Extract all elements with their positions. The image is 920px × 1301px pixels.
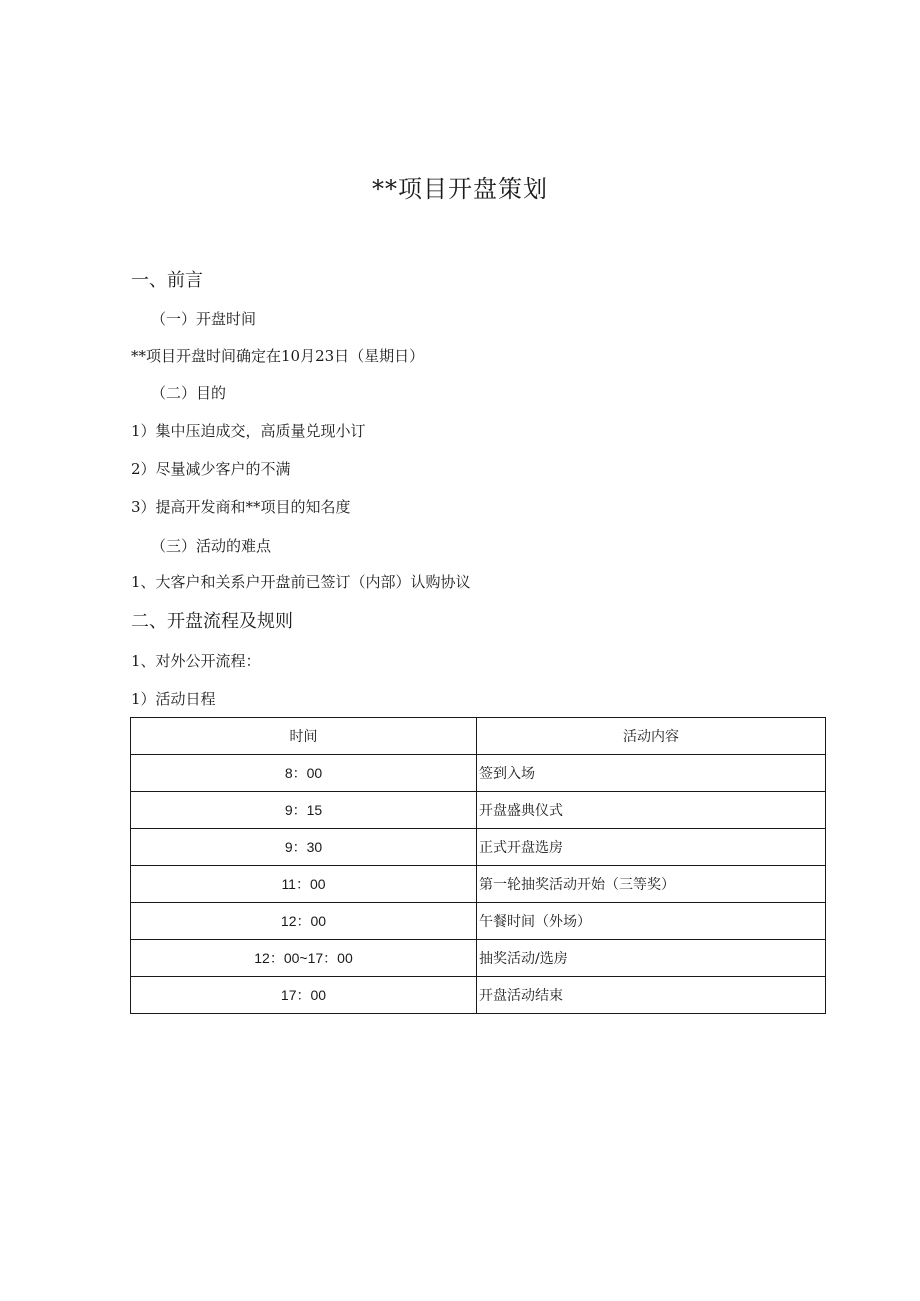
subheading-difficulties: （三）活动的难点 — [151, 537, 272, 555]
activity-cell: 第一轮抽奖活动开始（三等奖） — [477, 866, 826, 903]
table-header-row — [131, 718, 826, 755]
table-row — [131, 940, 826, 977]
column-header-activity: 活动内容 — [477, 718, 826, 755]
difficulty-text: 1、大客户和关系户开盘前已签订（内部）认购协议 — [131, 573, 471, 591]
column-header-time: 时间 — [131, 718, 477, 755]
time-cell: 9：30 — [131, 829, 477, 866]
section-heading-process: 二、开盘流程及规则 — [131, 611, 293, 632]
table-row — [131, 829, 826, 866]
schedule-table — [130, 717, 826, 1014]
goal-item: 3）提高开发商和**项目的知名度 — [131, 498, 351, 516]
goal-item: 2）尽量减少客户的不满 — [131, 460, 291, 478]
schedule-heading: 1）活动日程 — [131, 690, 216, 708]
time-cell: 8：00 — [131, 755, 477, 792]
table-row — [131, 866, 826, 903]
time-cell: 9：15 — [131, 792, 477, 829]
table-row — [131, 903, 826, 940]
table-row — [131, 977, 826, 1014]
activity-cell: 开盘盛典仪式 — [477, 792, 826, 829]
activity-cell: 正式开盘选房 — [477, 829, 826, 866]
subheading-opening-time: （一）开盘时间 — [151, 310, 257, 328]
table-row — [131, 792, 826, 829]
opening-time-text: **项目开盘时间确定在10月23日（星期日） — [131, 347, 425, 365]
activity-cell: 午餐时间（外场） — [477, 903, 826, 940]
activity-cell: 签到入场 — [477, 755, 826, 792]
time-cell: 12：00~17：00 — [131, 940, 477, 977]
table-row — [131, 755, 826, 792]
document-title: **项目开盘策划 — [372, 175, 548, 203]
activity-cell: 开盘活动结束 — [477, 977, 826, 1014]
section-heading-preface: 一、前言 — [131, 270, 203, 291]
subheading-purpose: （二）目的 — [151, 384, 227, 402]
time-cell: 12：00 — [131, 903, 477, 940]
time-cell: 11：00 — [131, 866, 477, 903]
time-cell: 17：00 — [131, 977, 477, 1014]
goal-item: 1）集中压迫成交，高质量兑现小订 — [131, 422, 366, 440]
activity-cell: 抽奖活动/选房 — [477, 940, 826, 977]
flow-heading: 1、对外公开流程： — [131, 652, 261, 670]
